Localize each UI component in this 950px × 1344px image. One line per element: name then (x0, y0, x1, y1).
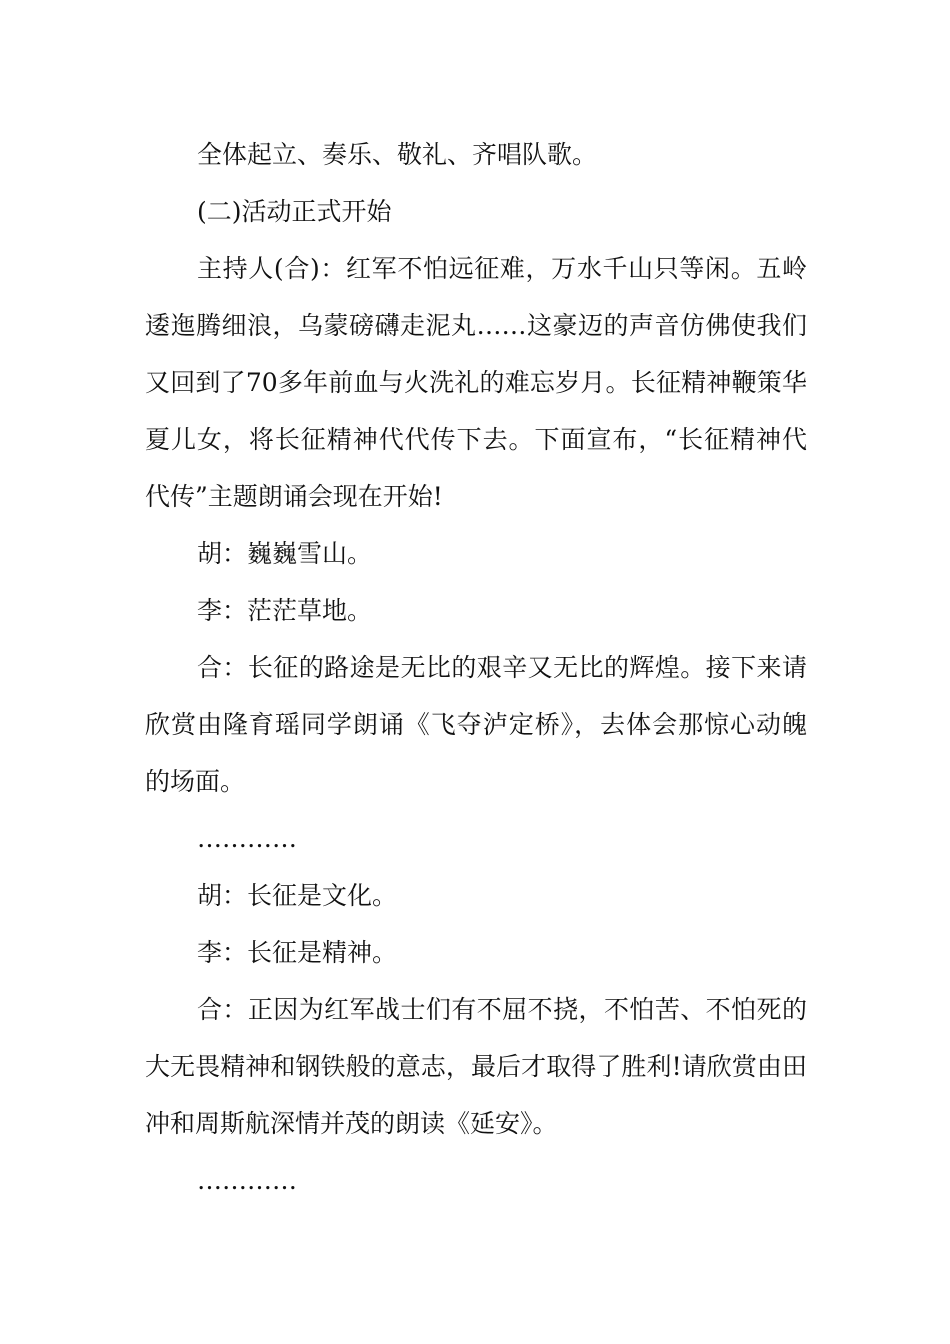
paragraph-hu-line-1: 胡：巍巍雪山。 (197, 539, 373, 568)
paragraph-li-line-2: 李：长征是精神。 (197, 938, 398, 967)
paragraph-joint-line-2: 合：正因为红军战士们有不屈不挠，不怕苦、不怕死的大无畏精神和钢铁般的意志，最后才取得了胜利!请欣赏由田冲和周斯航深情并茂的朗读《延安》。 (145, 995, 807, 1138)
paragraph-host-opening: 主持人(合)：红军不怕远征难，万水千山只等闲。五岭逶迤腾细浪，乌蒙磅礴走泥丸……这豪迈的声音仿佛使我们又回到了70多年前血与火洗礼的难忘岁月。长征精神鞭策华夏儿女，将长征精神代代传下去。下面宣布，“长征精神代代传”主题朗诵会现在开始! (145, 254, 807, 511)
paragraph-hu-line-2: 胡：长征是文化。 (197, 881, 398, 910)
paragraph-li-line-1: 李：茫茫草地。 (197, 596, 373, 625)
paragraph-section-heading: (二)活动正式开始 (197, 197, 392, 226)
paragraph-joint-line-1: 合：长征的路途是无比的艰辛又无比的辉煌。接下来请欣赏由隆育瑶同学朗诵《飞夺泸定桥》，去体会那惊心动魄的场面。 (145, 653, 807, 796)
paragraph-stand-salute: 全体起立、奏乐、敬礼、齐唱队歌。 (197, 140, 598, 169)
document-body (145, 126, 807, 1209)
ellipsis-separator-1: ………… (197, 824, 297, 853)
ellipsis-separator-2: ………… (197, 1166, 297, 1195)
